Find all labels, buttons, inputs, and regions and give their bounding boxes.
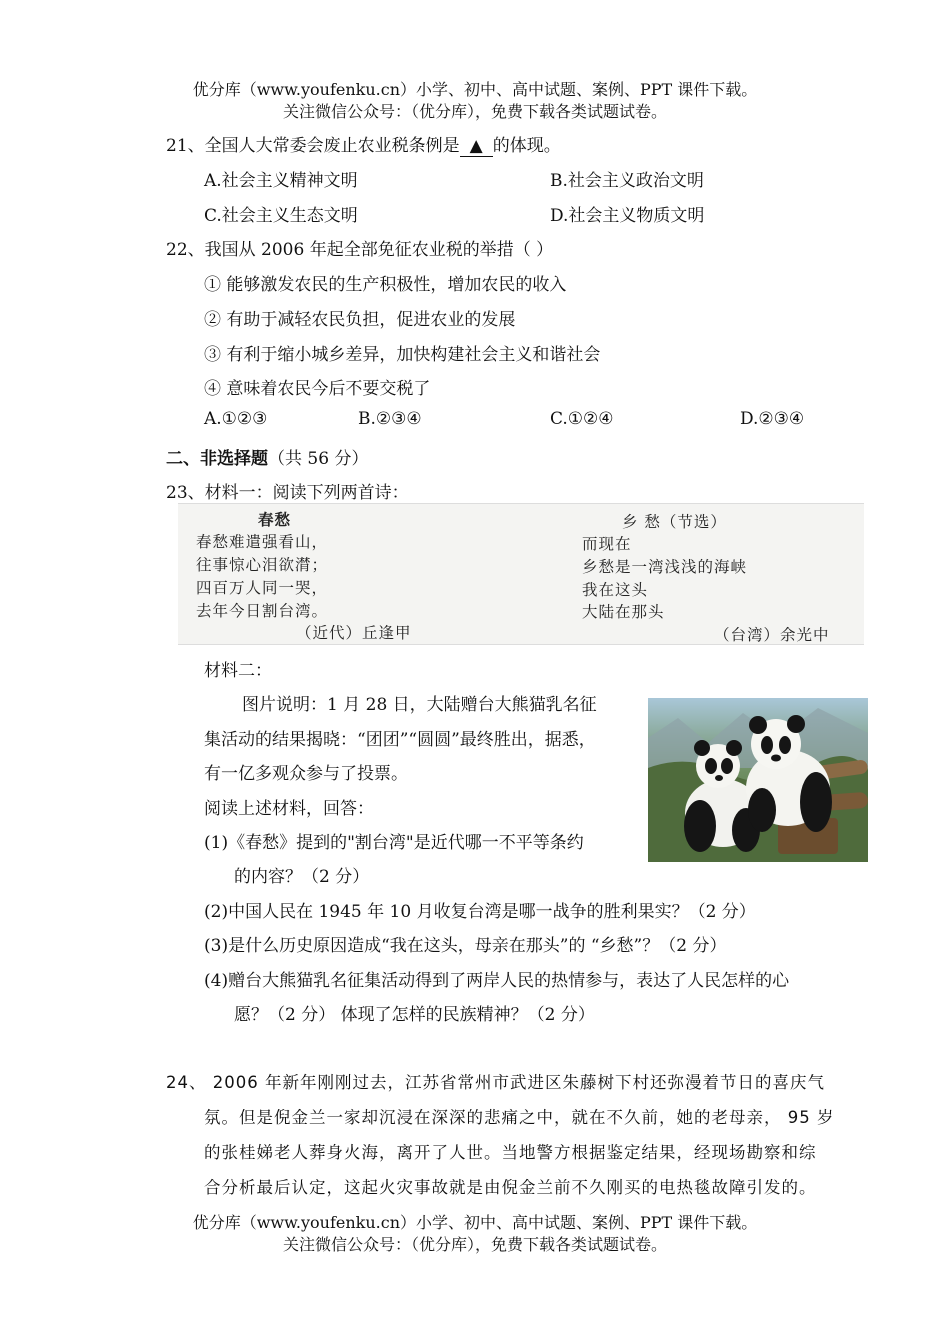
q21-option-d: D.社会主义物质文明 — [550, 206, 705, 226]
q22-item-3: ③ 有利于缩小城乡差异，加快构建社会主义和谐社会 — [204, 345, 601, 365]
panda-photo — [648, 698, 868, 862]
q23-stem: 23、材料一：阅读下列两首诗： — [166, 483, 409, 503]
q22-option-b: B.②③④ — [358, 409, 422, 429]
q22-option-d: D.②③④ — [740, 409, 805, 429]
q22-item-4: ④ 意味着农民今后不要交税了 — [204, 379, 431, 399]
q24-line-3: 的张桂娣老人葬身火海，离开了人世。当地警方根据鉴定结果，经现场勘察和综 — [204, 1143, 817, 1162]
caption-line-2: 集活动的结果揭晓：“团团”“圆圆”最终胜出，据悉， — [204, 730, 596, 750]
q23-sub4-line1: (4)赠台大熊猫乳名征集活动得到了两岸人民的热情参与，表达了人民怎样的心 — [204, 971, 790, 991]
footer-line-2: 关注微信公众号：（优分库），免费下载各类试题试卷。 — [282, 1235, 667, 1254]
q21-option-a: A.社会主义精神文明 — [204, 171, 358, 191]
q24-line-2: 氛。但是倪金兰一家却沉浸在深深的悲痛之中，就在不久前，她的老母亲， 95 岁 — [204, 1108, 835, 1127]
q24-line-4: 合分析最后认定，这起火灾事故就是由倪金兰前不久刚买的电热毯故障引发的。 — [204, 1178, 817, 1197]
q21-stem-post: 的体现。 — [492, 136, 561, 156]
caption-line-3: 有一亿多观众参与了投票。 — [204, 764, 408, 784]
poem1-line-3: 四百万人同一哭， — [196, 579, 329, 597]
material-2-label: 材料二： — [204, 661, 272, 681]
q21-blank: ▲ — [460, 136, 493, 157]
poem2-title: 乡 愁（节选） — [622, 513, 727, 531]
poems-image — [178, 503, 864, 645]
q22-item-1: ① 能够激发农民的生产积极性，增加农民的收入 — [204, 275, 567, 295]
header-line-2: 关注微信公众号：（优分库），免费下载各类试题试卷。 — [282, 102, 667, 121]
poem2-line-3: 我在这头 — [582, 581, 649, 599]
poem2-line-4: 大陆在那头 — [582, 603, 665, 621]
q21-stem — [166, 131, 561, 157]
poem2-author: （台湾）余光中 — [714, 626, 830, 644]
q21-stem-pre: 21、全国人大常委会废止农业税条例是 — [166, 136, 460, 156]
q24-line-1: 24、 2006 年新年刚刚过去，江苏省常州市武进区朱藤树下村还弥漫着节日的喜庆气 — [166, 1073, 825, 1092]
header-line-1: 优分库（www.youfenku.cn）小学、初中、高中试题、案例、PPT 课件下载。 — [192, 80, 758, 99]
q23-sub4-line2: 愿？（2 分） 体现了怎样的民族精神？（2 分） — [234, 1005, 595, 1025]
poem1-line-4: 去年今日割台湾。 — [196, 602, 329, 620]
q23-sub2: (2)中国人民在 1945 年 10 月收复台湾是哪一战争的胜利果实？（2 分） — [204, 902, 756, 922]
poem2-line-1: 而现在 — [582, 535, 632, 553]
panda-illustration — [648, 698, 868, 862]
q21-option-c: C.社会主义生态文明 — [204, 206, 358, 226]
q22-stem: 22、我国从 2006 年起全部免征农业税的举措（ ） — [166, 240, 554, 260]
poem1-author: （近代）丘逢甲 — [296, 624, 412, 642]
q22-item-2: ② 有助于减轻农民负担，促进农业的发展 — [204, 310, 516, 330]
section-2-title: 二、非选择题 — [166, 449, 268, 469]
q23-sub3: (3)是什么历史原因造成“我在这头，母亲在那头”的 “乡愁”？（2 分） — [204, 936, 727, 956]
q22-option-c: C.①②④ — [550, 409, 614, 429]
read-prompt: 阅读上述材料，回答： — [204, 799, 374, 819]
poem1-line-2: 往事惊心泪欲潸； — [196, 556, 329, 574]
q21-option-b: B.社会主义政治文明 — [550, 171, 704, 191]
footer-line-1: 优分库（www.youfenku.cn）小学、初中、高中试题、案例、PPT 课件下载。 — [192, 1213, 758, 1232]
q23-sub1-line2: 的内容？（2 分） — [234, 867, 370, 887]
q23-sub1-line1: (1)《春愁》提到的"割台湾"是近代哪一不平等条约 — [204, 833, 584, 853]
poem1-line-1: 春愁难遣强看山， — [196, 533, 329, 551]
section-2-score: （共 56 分） — [268, 449, 369, 469]
caption-line-1: 图片说明：1 月 28 日，大陆赠台大熊猫乳名征 — [242, 695, 597, 715]
section-2-heading — [166, 444, 368, 469]
poem2-line-2: 乡愁是一湾浅浅的海峡 — [582, 558, 748, 576]
poem1-title: 春愁 — [258, 511, 292, 529]
q22-option-a: A.①②③ — [204, 409, 268, 429]
